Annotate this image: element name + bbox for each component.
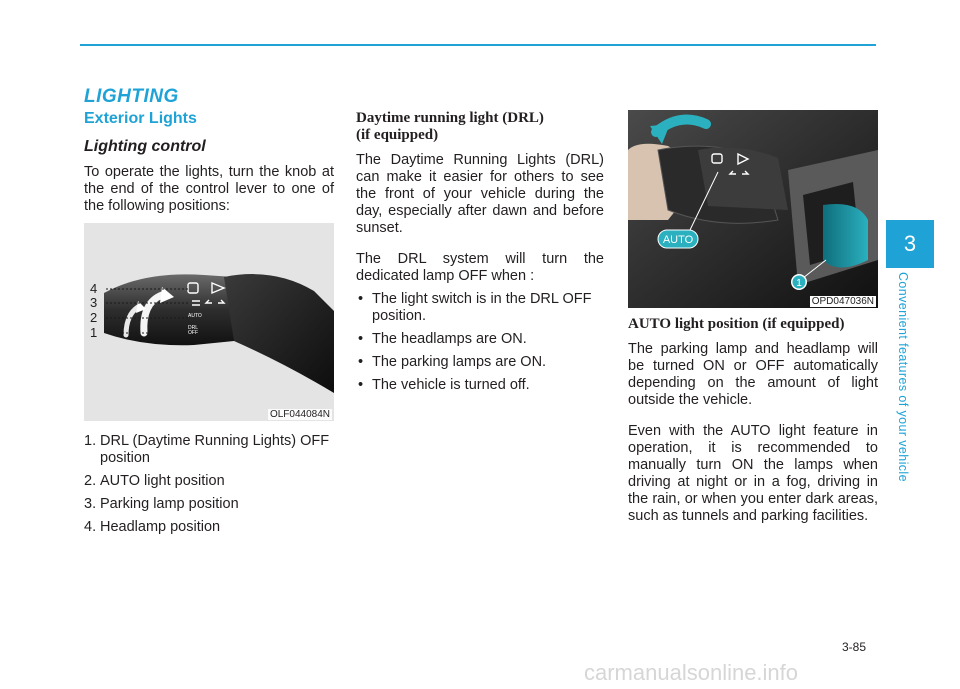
drl-paragraph-2: The DRL system will turn the dedicated lamp OFF when : <box>356 251 604 284</box>
figure-code: OLF044084N <box>269 409 330 420</box>
list-item: 3. Parking lamp position <box>84 496 239 512</box>
svg-text:AUTO: AUTO <box>188 313 202 319</box>
header-rule <box>80 44 876 46</box>
exterior-lights-heading: Exterior Lights <box>84 110 197 127</box>
drl-paragraph-1: The Daytime Running Lights (DRL) can make it easier for others to see the front of your vehicle during the day, especially after dawn and before sunset. <box>356 152 604 236</box>
light-switch-illustration <box>84 223 334 421</box>
position-list <box>84 433 334 536</box>
drl-bullet-list <box>356 291 604 394</box>
chapter-label-container <box>898 272 922 492</box>
watermark: carmanualsonline.info <box>584 660 799 685</box>
lighting-control-intro: To operate the lights, turn the knob at the end of the control lever to one of the following positions: <box>84 164 334 214</box>
list-item: 4. Headlamp position <box>84 519 221 535</box>
figure-label-2: 2 <box>90 310 98 325</box>
callout-number: 1 <box>796 278 802 289</box>
list-item: • The headlamps are ON. <box>358 331 527 347</box>
list-item: • The vehicle is turned off. <box>358 377 530 393</box>
column-2 <box>356 110 604 400</box>
section-title: LIGHTING <box>84 86 179 107</box>
page-number: 3-85 <box>842 640 867 654</box>
auto-light-paragraph-2: Even with the AUTO light feature in operation, it is recommended to manually turn ON the lamps when driving at night or in a fog, driving in the rain, or when you enter dark areas, such as tunnels and parking facilities. <box>628 423 878 524</box>
figure-label-4: 4 <box>90 281 98 296</box>
drl-heading: Daytime running light (DRL) (if equipped) <box>356 110 544 143</box>
svg-text:DRL: DRL <box>188 325 199 331</box>
chapter-tab: 3 <box>886 220 934 268</box>
svg-text:OFF: OFF <box>188 330 198 336</box>
auto-light-heading: AUTO light position (if equipped) <box>628 316 845 332</box>
chapter-label: Convenient features of your vehicle <box>896 272 910 482</box>
auto-label: AUTO <box>662 234 694 246</box>
figure-label-3: 3 <box>90 295 98 310</box>
figure-label-1: 1 <box>90 325 98 340</box>
column-3 <box>628 110 878 525</box>
auto-light-figure <box>628 110 878 308</box>
column-1 <box>84 110 334 542</box>
list-item: 1. DRL (Daytime Running Lights) OFF position <box>84 433 330 466</box>
lighting-control-heading: Lighting control <box>84 138 206 155</box>
figure-code: OPD047036N <box>811 296 874 307</box>
auto-light-illustration <box>628 110 878 308</box>
list-item: 2. AUTO light position <box>84 473 225 489</box>
auto-light-paragraph-1: The parking lamp and headlamp will be turned ON or OFF automatically depending on the amount of light outside the vehicle. <box>628 341 878 408</box>
list-item: • The light switch is in the DRL OFF position. <box>358 291 592 324</box>
list-item: • The parking lamps are ON. <box>358 354 547 370</box>
light-switch-figure <box>84 223 334 421</box>
